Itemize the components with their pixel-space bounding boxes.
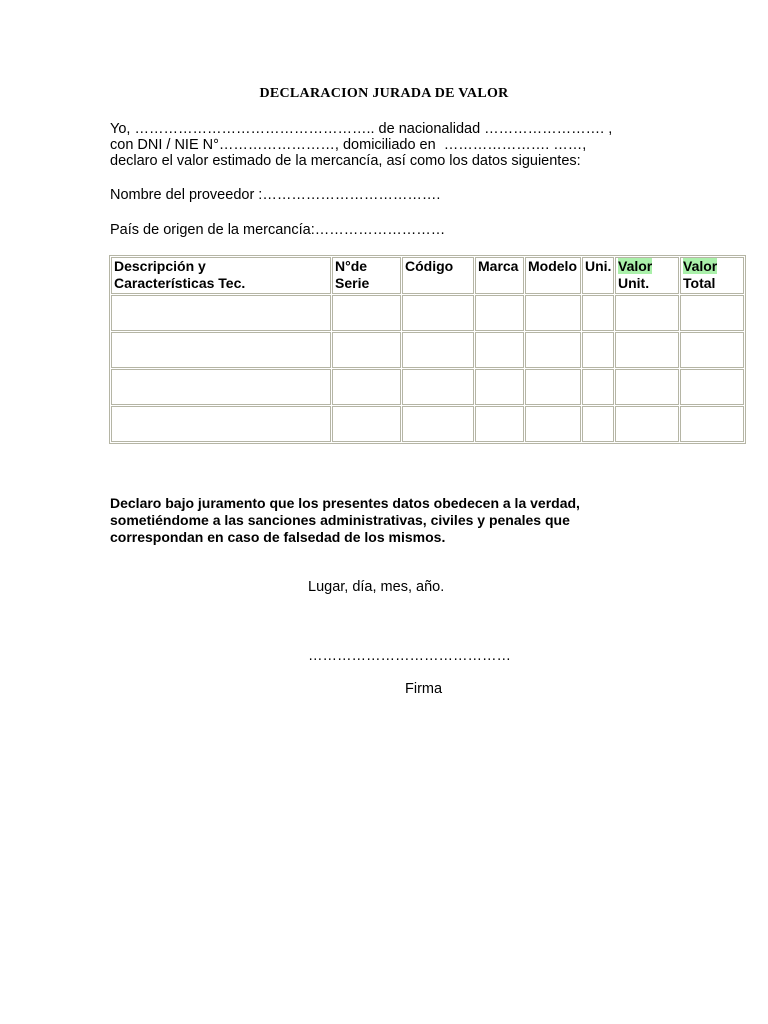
table-cell[interactable]	[680, 295, 744, 331]
column-header-total-value	[680, 257, 744, 294]
sworn-statement-line: Declaro bajo juramento que los presentes datos obedecen a la verdad,	[110, 495, 580, 511]
header-text-line: Modelo	[528, 258, 577, 274]
table-cell[interactable]	[402, 295, 474, 331]
table-cell[interactable]	[111, 295, 331, 331]
table-cell[interactable]	[332, 406, 401, 442]
header-text-line: Unit.	[618, 275, 650, 291]
supplier-name-line: Nombre del proveedor :……………………………….	[110, 187, 441, 203]
table-cell[interactable]	[111, 332, 331, 368]
document-title: DECLARACION JURADA DE VALOR	[259, 86, 509, 101]
header-text-line: Valor	[618, 258, 653, 274]
table-cell[interactable]	[111, 369, 331, 405]
column-header-description	[111, 257, 331, 294]
table-cell[interactable]	[402, 369, 474, 405]
column-header-serial	[332, 257, 401, 294]
table-cell[interactable]	[680, 332, 744, 368]
column-header-code	[402, 257, 474, 294]
table-row	[111, 369, 744, 405]
header-text-line: Código	[405, 258, 454, 274]
intro-line-2: con DNI / NIE N°……………………, domiciliado en …………………. ……,	[110, 137, 587, 153]
table-cell[interactable]	[111, 406, 331, 442]
table-cell[interactable]	[615, 332, 679, 368]
header-text-line: Total	[683, 275, 716, 291]
table-cell[interactable]	[402, 332, 474, 368]
table-cell[interactable]	[475, 406, 524, 442]
table-row	[111, 406, 744, 442]
table-cell[interactable]	[615, 369, 679, 405]
table-cell[interactable]	[332, 369, 401, 405]
country-of-origin-line: País de origen de la mercancía:………………………	[110, 222, 446, 238]
sworn-statement-line: sometiéndome a las sanciones administrativas, civiles y penales que	[110, 512, 570, 528]
sworn-statement-line: correspondan en caso de falsedad de los mismos.	[110, 529, 446, 545]
signature-line: ……………………………………	[308, 648, 511, 664]
header-text-line: Uni.	[585, 258, 612, 274]
table-cell[interactable]	[525, 369, 581, 405]
table-cell[interactable]	[525, 295, 581, 331]
table-cell[interactable]	[582, 295, 614, 331]
intro-line-1: Yo, ………………………………………….. de nacionalidad ……………………. ,	[110, 121, 613, 137]
sworn-statement	[110, 495, 670, 546]
header-text-line: N°de	[335, 258, 368, 274]
header-text-line: Valor	[683, 258, 718, 274]
header-text-line: Características Tec.	[114, 275, 246, 291]
place-date-line: Lugar, día, mes, año.	[308, 579, 445, 595]
table-row	[111, 295, 744, 331]
intro-line-3: declaro el valor estimado de la mercancía, así como los datos siguientes:	[110, 153, 581, 169]
table-cell[interactable]	[525, 332, 581, 368]
table-cell[interactable]	[582, 369, 614, 405]
table-cell[interactable]	[680, 369, 744, 405]
table-cell[interactable]	[582, 332, 614, 368]
column-header-units	[582, 257, 614, 294]
column-header-unit-value	[615, 257, 679, 294]
signature-label: Firma	[405, 681, 443, 697]
table-cell[interactable]	[615, 295, 679, 331]
table-cell[interactable]	[615, 406, 679, 442]
table-cell[interactable]	[332, 332, 401, 368]
table-cell[interactable]	[402, 406, 474, 442]
column-header-brand	[475, 257, 524, 294]
table-cell[interactable]	[475, 295, 524, 331]
header-text-line: Serie	[335, 275, 370, 291]
goods-table	[109, 255, 746, 444]
header-text-line: Marca	[478, 258, 519, 274]
table-cell[interactable]	[332, 295, 401, 331]
table-header-row	[111, 257, 744, 294]
table-row	[111, 332, 744, 368]
table-cell[interactable]	[680, 406, 744, 442]
column-header-model	[525, 257, 581, 294]
table-cell[interactable]	[475, 332, 524, 368]
table-cell[interactable]	[525, 406, 581, 442]
table-cell[interactable]	[582, 406, 614, 442]
header-text-line: Descripción y	[114, 258, 206, 274]
table-cell[interactable]	[475, 369, 524, 405]
